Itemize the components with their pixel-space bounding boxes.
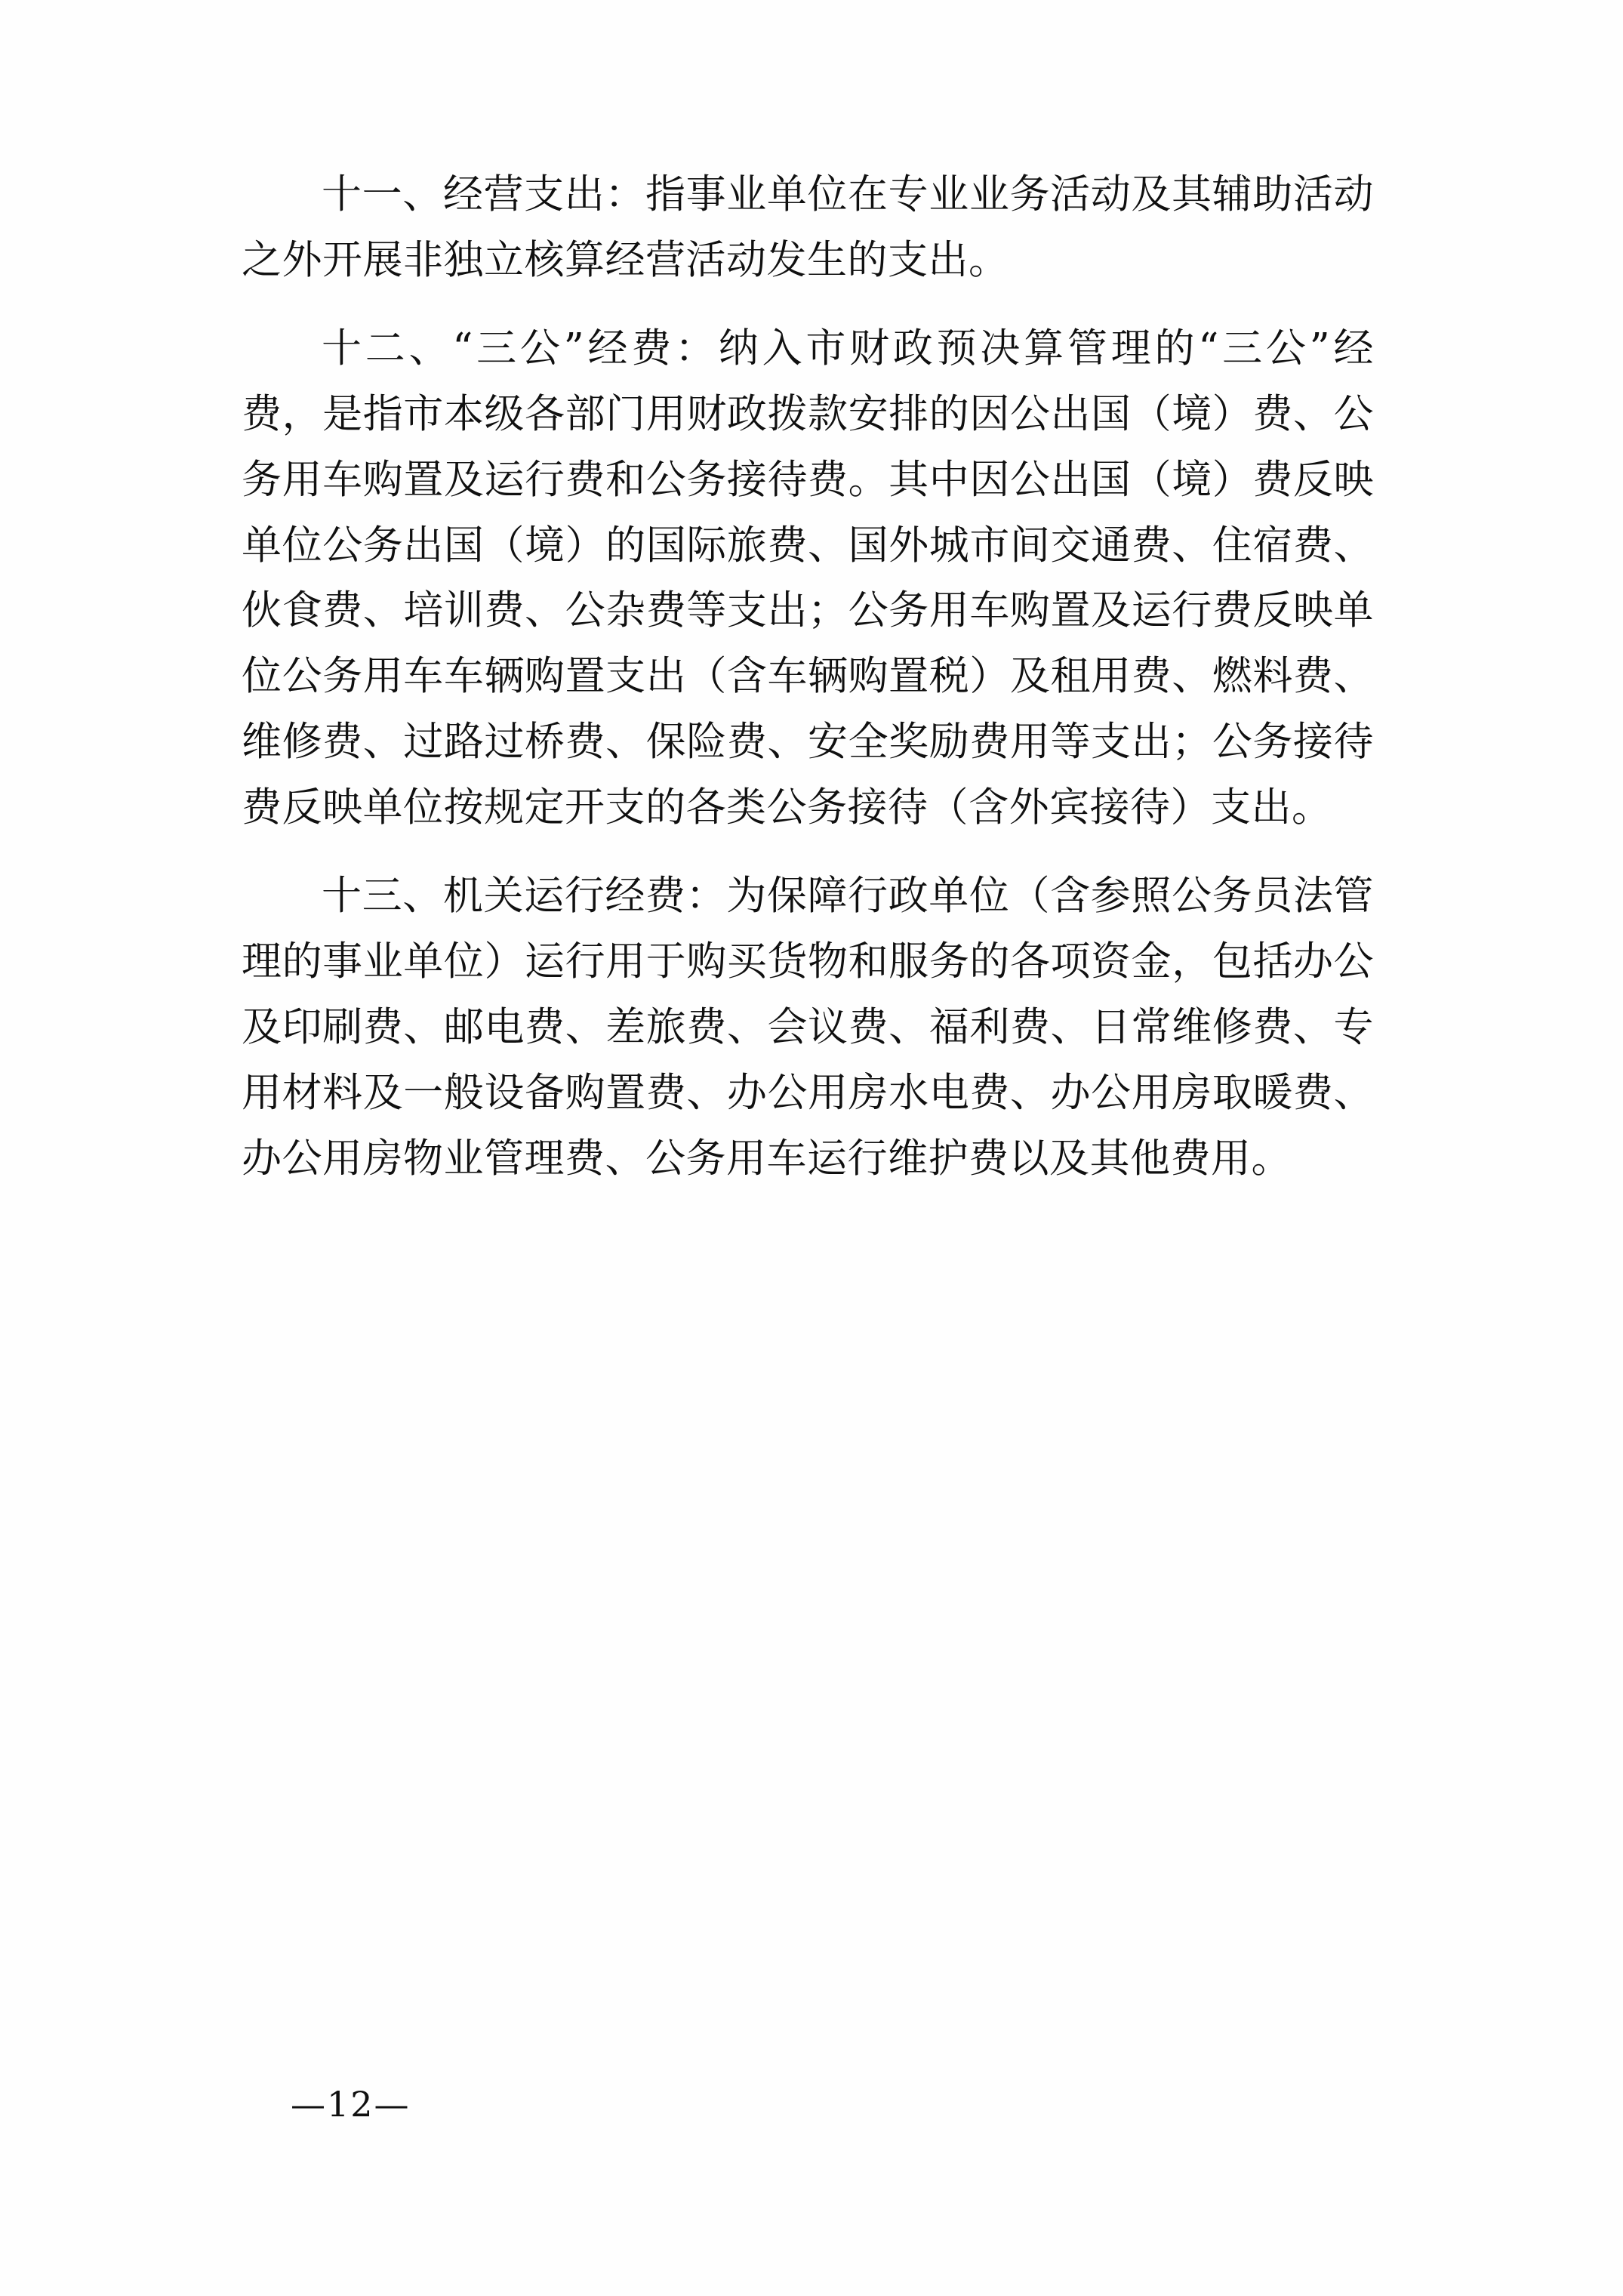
document-body — [242, 162, 1374, 1215]
paragraph-13: 十三、机关运行经费：为保障行政单位（含参照公务员法管理的事业单位）运行用于购买货物和服务的各项资金，包括办公及印刷费、邮电费、差旅费、会议费、福利费、日常维修费、专用材料及一般设备购置费、办公用房水电费、办公用房取暖费、办公用房物业管理费、公务用车运行维护费以及其他费用。 — [242, 873, 1374, 1182]
paragraph-11: 十一、经营支出：指事业单位在专业业务活动及其辅助活动之外开展非独立核算经营活动发生的支出。 — [242, 171, 1374, 283]
paragraph-12: 十二、“三公”经费：纳入市财政预决算管理的“三公”经费，是指市本级各部门用财政拨款安排的因公出国（境）费、公务用车购置及运行费和公务接待费。其中因公出国（境）费反映单位公务出国（境）的国际旅费、国外城市间交通费、住宿费、伙食费、培训费、公杂费等支出；公务用车购置及运行费反映单位公务用车车辆购置支出（含车辆购置税）及租用费、燃料费、维修费、过路过桥费、保险费、安全奖励费用等支出；公务接待费反映单位按规定开支的各类公务接待（含外宾接待）支出。 — [242, 325, 1374, 831]
page-number: —12— — [291, 2084, 411, 2125]
